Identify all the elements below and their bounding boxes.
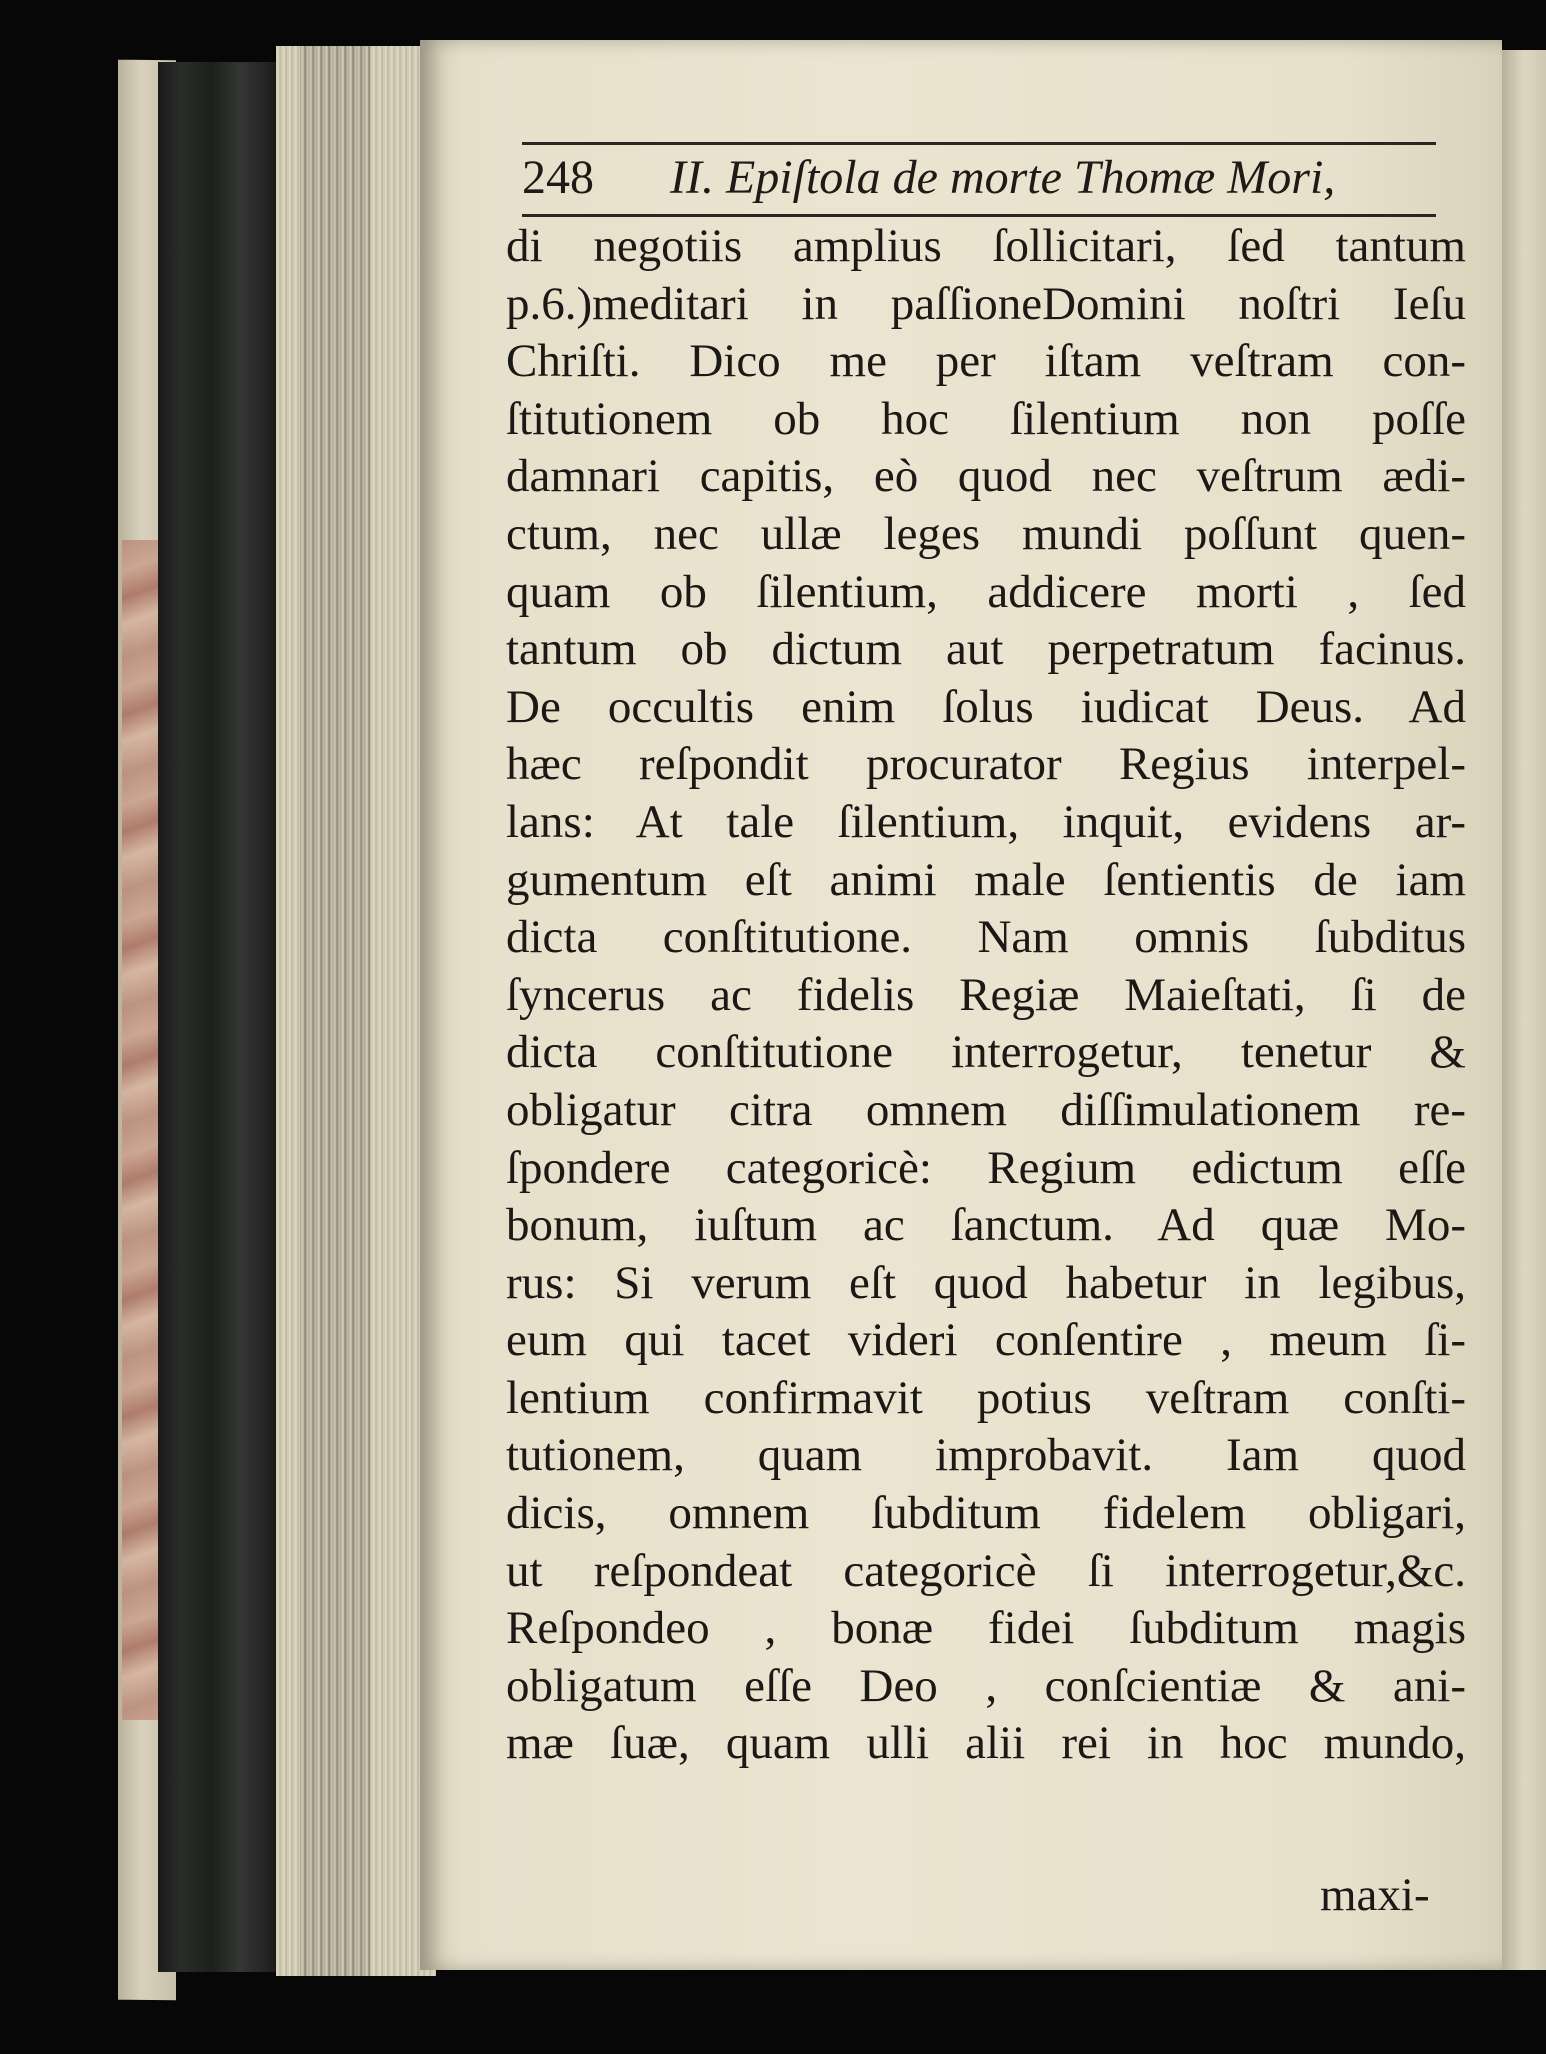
text-line: De occultis enim ſolus iudicat Deus. Ad [506, 680, 1466, 733]
text-line: lans: At tale ſilentium, inquit, evidens ar- [506, 795, 1466, 848]
text-line: tutionem, quam improbavit. Iam quod [506, 1429, 1466, 1482]
running-header [522, 150, 1436, 210]
text-line: quam ob ſilentium, addicere morti , ſed [506, 565, 1466, 618]
header-rule-bottom [522, 214, 1436, 217]
page-stack-shadow [300, 46, 370, 1976]
catchword: maxi- [1320, 1869, 1430, 1921]
body-text [506, 218, 1466, 1773]
text-line: ſyncerus ac fidelis Regiæ Maieſtati, ſi de [506, 968, 1466, 1021]
text-line: Reſpondeo , bonæ fidei ſubditum magis [506, 1602, 1466, 1655]
text-line: ctum, nec ullæ leges mundi poſſunt quen- [506, 507, 1466, 560]
text-line: ſtitutionem ob hoc ſilentium non poſſe [506, 392, 1466, 445]
header-rule-top [522, 142, 1436, 145]
text-line: rus: Si verum eſt quod habetur in legibus, [506, 1256, 1466, 1309]
text-line: obligatum eſſe Deo , conſcientiæ & ani- [506, 1659, 1466, 1712]
facing-page-edge [1502, 50, 1546, 1970]
text-line: ut reſpondeat categoricè ſi interrogetur,&c. [506, 1544, 1466, 1597]
text-line: gumentum eſt animi male ſentientis de iam [506, 853, 1466, 906]
text-line: hæc reſpondit procurator Regius interpel- [506, 738, 1466, 791]
page-number: 248 [522, 151, 594, 204]
text-line: eum qui tacet videri conſentire , meum ſi- [506, 1314, 1466, 1367]
text-line: dicis, omnem ſubditum fidelem obligari, [506, 1487, 1466, 1540]
text-line: obligatur citra omnem diſſimulationem re- [506, 1083, 1466, 1136]
text-line: Chriſti. Dico me per iſtam veſtram con- [506, 335, 1466, 388]
text-line: p.6.)meditari in paſſioneDomini noſtri Ieſu [506, 277, 1466, 330]
text-line: tantum ob dictum aut perpetratum facinus. [506, 623, 1466, 676]
text-line: dicta conſtitutione. Nam omnis ſubditus [506, 911, 1466, 964]
text-line: di negotiis amplius ſollicitari, ſed tantum [506, 220, 1466, 272]
page-block-edge [158, 62, 276, 1972]
text-line: mæ ſuæ, quam ulli alii rei in hoc mundo, [506, 1717, 1466, 1770]
running-title: II. Epiſtola de morte Thomæ Mori, [670, 151, 1336, 204]
text-line: dicta conſtitutione interrogetur, tenetur & [506, 1026, 1466, 1079]
text-line: bonum, iuſtum ac ſanctum. Ad quæ Mo- [506, 1199, 1466, 1252]
text-line: ſpondere categoricè: Regium edictum eſſe [506, 1141, 1466, 1194]
text-line: damnari capitis, eò quod nec veſtrum ædi- [506, 450, 1466, 503]
text-line: lentium confirmavit potius veſtram conſti- [506, 1371, 1466, 1424]
